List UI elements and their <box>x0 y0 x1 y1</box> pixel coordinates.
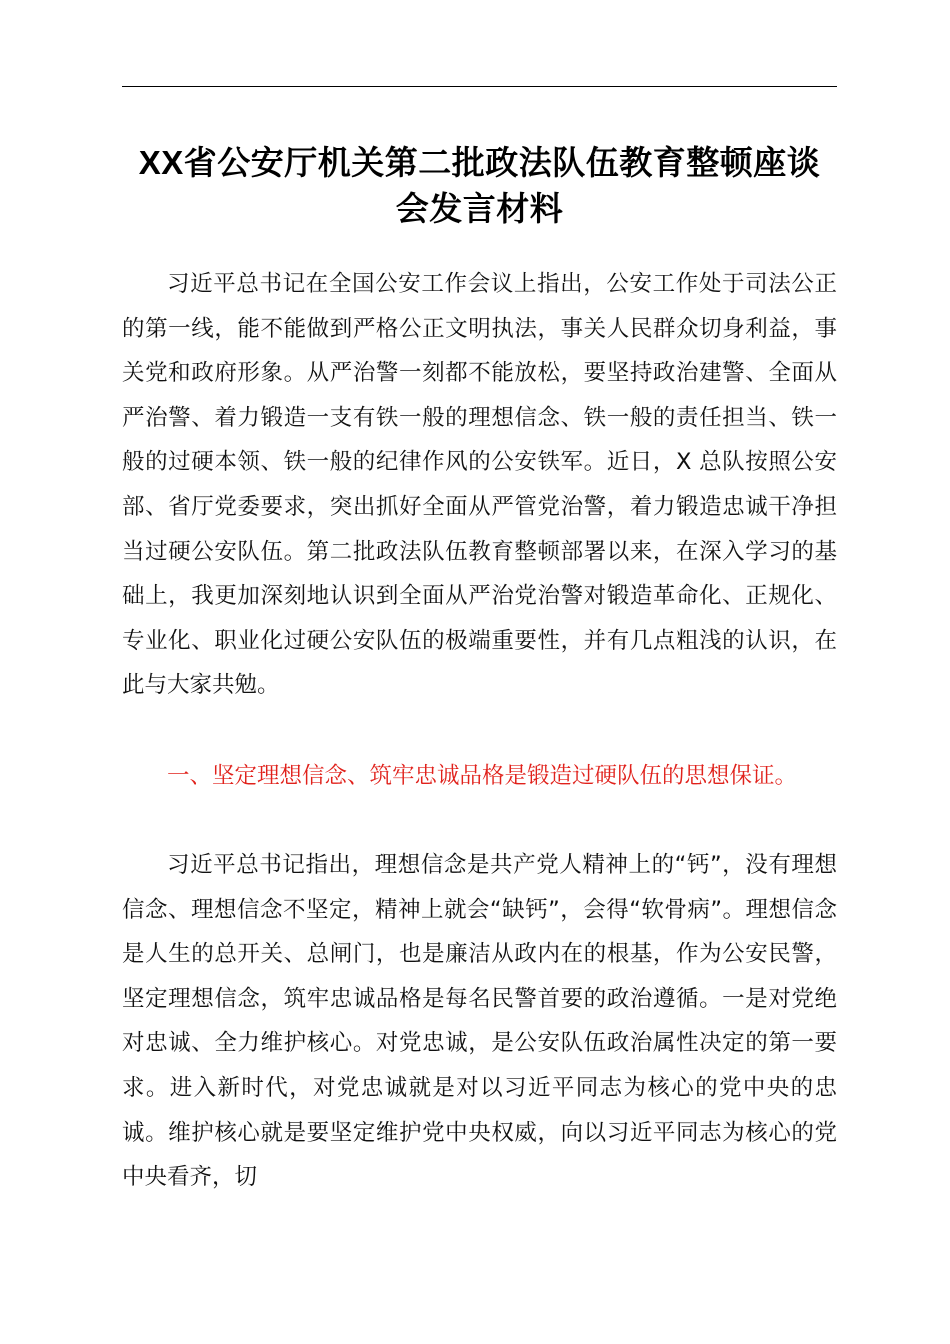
section-heading-1: 一、坚定理想信念、筑牢忠诚品格是锻造过硬队伍的思想保证。 <box>167 763 798 789</box>
header-rule <box>122 86 837 87</box>
paragraph-section-1: 习近平总书记指出，理想信念是共产党人精神上的“钙”，没有理想信念、理想信念不坚定，精神上就会“缺钙”，会得“软骨病”。理想信念是人生的总开关、总闸门，也是廉洁从政内在的根基，作为公安民警，坚定理想信念，筑牢忠诚品格是每名民警首要的政治遵循。一是对党绝对忠诚、全力维护核心。对党忠诚，是公安队伍政治属性决定的第一要求。进入新时代，对党忠诚就是对以习近平同志为核心的党中央的忠诚。维护核心就是要坚定维护党中央权威，向以习近平同志为核心的党中央看齐，切 <box>122 852 837 1191</box>
title-prefix: XX <box>138 144 184 181</box>
document-title <box>122 140 837 232</box>
paragraph-intro: 习近平总书记在全国公安工作会议上指出，公安工作处于司法公正的第一线，能不能做到严格公正文明执法，事关人民群众切身利益，事关党和政府形象。从严治警一刻都不能放松，要坚持政治建警、全面从严治警、着力锻造一支有铁一般的理想信念、铁一般的责任担当、铁一般的过硬本领、铁一般的纪律作风的公安铁军。近日，X 总队按照公安部、省厅党委要求，突出抓好全面从严管党治警，着力锻造忠诚干净担当过硬公安队伍。第二批政法队伍教育整顿部署以来，在深入学习的基础上，我更加深刻地认识到全面从严治党治警对锻造革命化、正规化、专业化、职业化过硬公安队伍的极端重要性，并有几点粗浅的认识，在此与大家共勉。 <box>122 271 837 699</box>
title-text: 省公安厅机关第二批政法队伍教育整顿座谈会发言材料 <box>183 143 821 228</box>
